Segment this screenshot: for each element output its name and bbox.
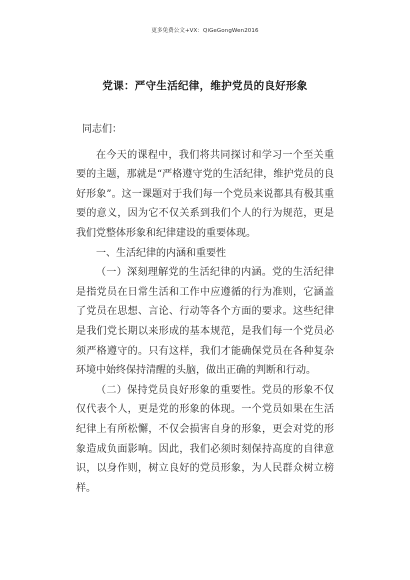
header-note: 更多免费公文+VX：QiGeGongWen2016 xyxy=(151,28,259,34)
body-paragraph-2: （二）保持党员良好形象的重要性。党员的形象不仅仅代表个人，更是党的形象的体现。一个党员如果在生活纪律上有所松懈，不仅会损害自身的形象，更会对党的形象造成负面影响。因此，我们必须时刻保持高度的自律意识，以身作则，树立良好的党员形象，为人民群众树立榜样。 xyxy=(76,384,334,494)
document-title: 党课：严守生活纪律，维护党员的良好形象 xyxy=(102,80,308,92)
section-heading: 一、生活纪律的内涵和重要性 xyxy=(96,247,226,259)
salutation: 同志们： xyxy=(82,124,122,135)
body-paragraph-1: （一）深刻理解党的生活纪律的内涵。党的生活纪律是指党员在日常生活和工作中应遵循的行为准则，它涵盖了党员在思想、言论、行动等各个方面的要求。这些纪律是我们党长期以来形成的基本规范，是我们每一个党员必须严格遵守的。只有这样，我们才能确保党员在各种复杂环境中始终保持清醒的头脑，做出正确的判断和行动。 xyxy=(76,267,334,377)
document-body xyxy=(76,120,334,498)
intro-paragraph: 在今天的课程中，我们将共同探讨和学习一个至关重要的主题，那就是“严格遵守党的生活纪律，维护党员的良好形象”。这一课题对于我们每一个党员来说都具有极其重要的意义，因为它不仅关系到我们个人的行为规范，更是我们党整体形象和纪律建设的重要体现。 xyxy=(76,149,334,239)
